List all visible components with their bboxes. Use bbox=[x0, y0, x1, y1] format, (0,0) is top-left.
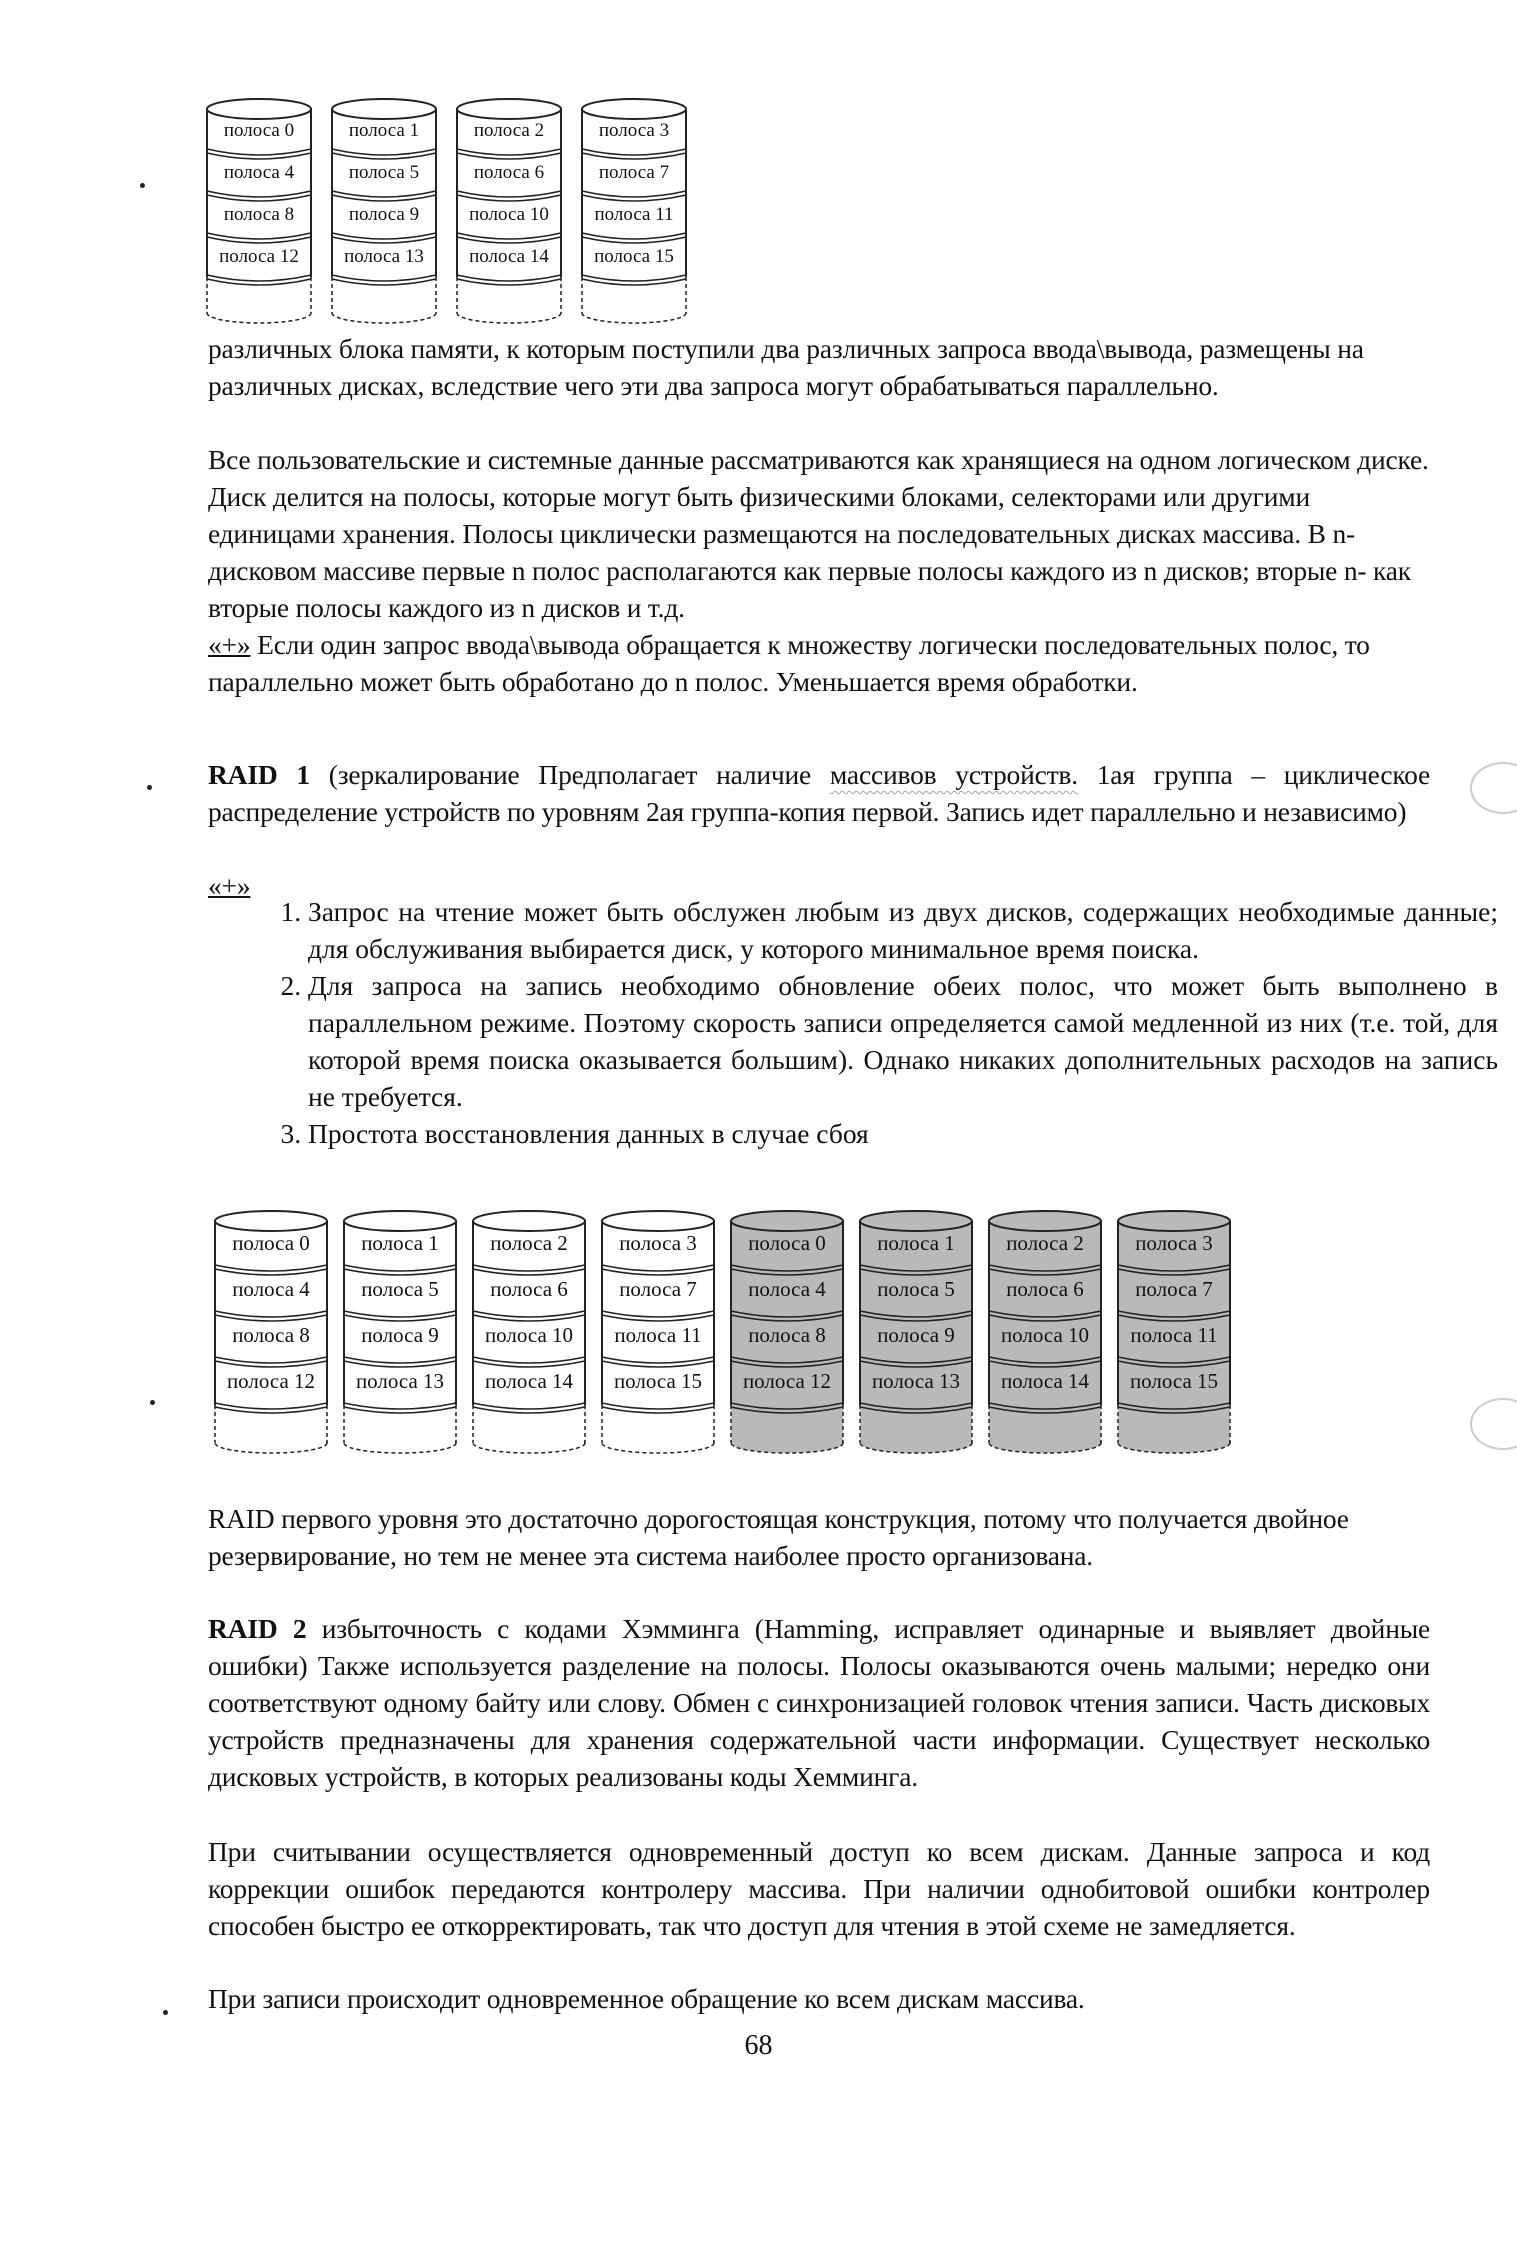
strip-label: полоса 4 bbox=[223, 162, 295, 183]
scan-speck bbox=[140, 183, 145, 188]
disk bbox=[213, 1205, 329, 1455]
raid0-paragraph-1: различных блока памяти, к которым поступили два различных запроса ввода\вывода, размещены на различных дисках, вследствие чего эти два запроса могут обрабатываться параллельно. bbox=[208, 333, 1364, 401]
raid1-intro-text: (зеркалирование Предполагает наличие bbox=[309, 759, 830, 790]
strip-label: полоса 7 bbox=[598, 162, 670, 183]
strip-label: полоса 11 bbox=[594, 204, 674, 225]
list-item: 1. Запрос на чтение может быть обслужен любым из двух дисков, содержащих необходимые данные; для обслуживания выбирается диск, у которого минимальное время поиска. bbox=[308, 893, 1498, 967]
raid1-intro bbox=[208, 756, 1430, 830]
page-number: 68 bbox=[744, 2030, 773, 2061]
strip-label: полоса 14 bbox=[469, 246, 549, 267]
strip-label: полоса 12 bbox=[742, 1369, 832, 1393]
strip-label: полоса 12 bbox=[226, 1369, 316, 1393]
mirror-disk bbox=[987, 1205, 1103, 1455]
strip-label: полоса 1 bbox=[877, 1231, 955, 1255]
raid2-paragraph-1 bbox=[208, 1610, 1430, 1795]
disk bbox=[330, 95, 438, 325]
strip-label: полоса 4 bbox=[232, 1277, 310, 1301]
strip-label: полоса 6 bbox=[1006, 1277, 1084, 1301]
strip-label: полоса 14 bbox=[1000, 1369, 1090, 1393]
disk bbox=[600, 1205, 716, 1455]
raid0-advantage-text: Если один запрос ввода\вывода обращается к множеству логически последовательных полос, то параллельно может быть обработано до n полос. Уменьшается время обработки. bbox=[208, 629, 1370, 697]
strip-label: полоса 14 bbox=[484, 1369, 574, 1393]
punch-hole-icon bbox=[1470, 762, 1517, 814]
underlined-phrase: массивов устройств. bbox=[829, 759, 1078, 790]
strip-label: полоса 12 bbox=[219, 246, 299, 267]
scan-speck bbox=[163, 2010, 168, 2015]
plus-mark: «+» bbox=[208, 629, 251, 660]
mirror-disk bbox=[858, 1205, 974, 1455]
strip-label: полоса 7 bbox=[619, 1277, 697, 1301]
mirror-disk bbox=[729, 1205, 845, 1455]
strip-label: полоса 5 bbox=[361, 1277, 439, 1301]
strip-label: полоса 9 bbox=[361, 1323, 439, 1347]
raid1-title: RAID 1 bbox=[208, 759, 310, 790]
punch-hole-icon bbox=[1470, 1398, 1517, 1450]
disk bbox=[455, 95, 563, 325]
scan-speck bbox=[147, 785, 152, 790]
disk bbox=[205, 95, 313, 325]
strip-label: полоса 8 bbox=[223, 204, 295, 225]
strip-label: полоса 5 bbox=[348, 162, 420, 183]
strip-label: полоса 3 bbox=[598, 120, 670, 141]
strip-label: полоса 4 bbox=[748, 1277, 826, 1301]
strip-label: полоса 10 bbox=[1000, 1323, 1090, 1347]
mirror-disk bbox=[1116, 1205, 1232, 1455]
strip-label: полоса 15 bbox=[594, 246, 674, 267]
strip-label: полоса 2 bbox=[490, 1231, 568, 1255]
mirroring-diagram bbox=[213, 1205, 1245, 1455]
strip-label: полоса 0 bbox=[223, 120, 295, 141]
list-item: 3. Простота восстановления данных в случае сбоя bbox=[308, 1115, 1498, 1152]
strip-label: полоса 9 bbox=[877, 1323, 955, 1347]
strip-label: полоса 15 bbox=[613, 1369, 703, 1393]
strip-label: полоса 13 bbox=[355, 1369, 445, 1393]
disk bbox=[580, 95, 688, 325]
raid2-paragraph-2: При считывании осуществляется одновременный доступ ко всем дискам. Данные запроса и код коррекции ошибок передаются контролеру массива. При наличии однобитовой ошибки контролер способен быстро ее откорректировать, так что доступ для чтения в этой схеме не замедляется. bbox=[208, 1836, 1430, 1941]
strip-label: полоса 0 bbox=[748, 1231, 826, 1255]
raid0-advantage bbox=[208, 626, 1430, 700]
strip-label: полоса 15 bbox=[1129, 1369, 1219, 1393]
disk bbox=[342, 1205, 458, 1455]
strip-label: полоса 13 bbox=[344, 246, 424, 267]
strip-label: полоса 2 bbox=[1006, 1231, 1084, 1255]
disk bbox=[471, 1205, 587, 1455]
strip-label: полоса 0 bbox=[232, 1231, 310, 1255]
raid1-conclusion: RAID первого уровня это достаточно дорогостоящая конструкция, потому что получается двойное резервирование, но тем не менее эта система наиболее просто организована. bbox=[208, 1503, 1349, 1571]
strip-label: полоса 1 bbox=[348, 120, 420, 141]
strip-label: полоса 6 bbox=[490, 1277, 568, 1301]
strip-label: полоса 6 bbox=[473, 162, 545, 183]
strip-label: полоса 7 bbox=[1135, 1277, 1213, 1301]
strip-label: полоса 5 bbox=[877, 1277, 955, 1301]
strip-label: полоса 8 bbox=[232, 1323, 310, 1347]
strip-label: полоса 3 bbox=[1135, 1231, 1213, 1255]
list-item: 2. Для запроса на запись необходимо обновление обеих полос, что может быть выполнено в параллельном режиме. Поэтому скорость записи определяется самой медленной из них (т.е. той, для которой время поиска оказывается большим). Однако никаких дополнительных расходов на запись не требуется. bbox=[308, 967, 1498, 1115]
strip-label: полоса 10 bbox=[484, 1323, 574, 1347]
strip-label: полоса 11 bbox=[1130, 1323, 1218, 1347]
raid0-paragraph-2: Все пользовательские и системные данные рассматриваются как хранящиеся на одном логическом диске. Диск делится на полосы, которые могут быть физическими блоками, селекторами или другими единицами хранения. Полосы циклически размещаются на последовательных дисках массива. В n-дисковом массиве первые n полос располагаются как первые полосы каждого из n дисков; вторые n- как вторые полосы каждого из n дисков и т.д. bbox=[208, 444, 1429, 623]
raid2-text: избыточность с кодами Хэмминга (Hamming, исправляет одинарные и выявляет двойные ошибки) Также используется разделение на полосы. Полосы оказываются очень малыми; нередко они соответствуют одному байту или слову. Обмен с синхронизацией головок чтения записи. Часть дисковых устройств предназначены для хранения содержательной части информации. Существует несколько дисковых устройств, в которых реализованы коды Хемминга. bbox=[208, 1613, 1430, 1792]
striping-diagram bbox=[205, 95, 705, 325]
raid1-advantages-list bbox=[240, 893, 1498, 1152]
raid2-title: RAID 2 bbox=[208, 1613, 307, 1644]
strip-label: полоса 1 bbox=[361, 1231, 439, 1255]
scan-speck bbox=[150, 1400, 155, 1405]
strip-label: полоса 2 bbox=[473, 120, 545, 141]
plus-mark: «+» bbox=[208, 870, 251, 901]
strip-label: полоса 3 bbox=[619, 1231, 697, 1255]
raid1-intro-text-2: 1ая группа – циклическое распределение устройств по уровням 2ая группа-копия первой. Запись идет параллельно и независимо) bbox=[208, 759, 1430, 827]
strip-label: полоса 13 bbox=[871, 1369, 961, 1393]
strip-label: полоса 10 bbox=[469, 204, 549, 225]
strip-label: полоса 8 bbox=[748, 1323, 826, 1347]
strip-label: полоса 9 bbox=[348, 204, 420, 225]
strip-label: полоса 11 bbox=[614, 1323, 702, 1347]
raid2-paragraph-3: При записи происходит одновременное обращение ко всем дискам массива. bbox=[208, 1983, 1085, 2014]
